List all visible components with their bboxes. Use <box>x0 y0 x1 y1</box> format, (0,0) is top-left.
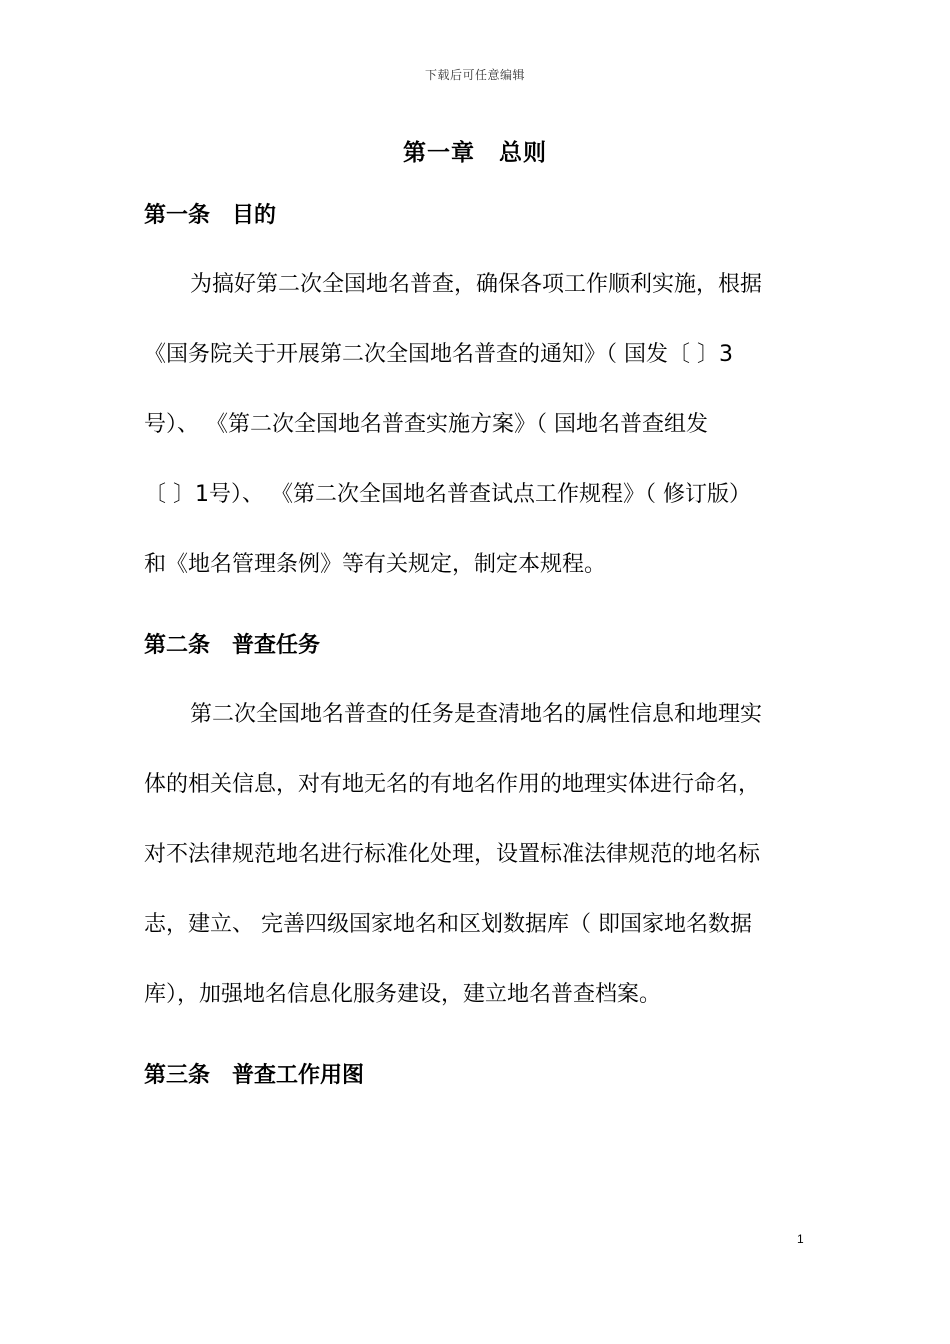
article-1-heading: 第一条 目的 <box>144 203 277 228</box>
article-2-line-5: 库），加强地名信息化服务建设，建立地名普查档案。 <box>144 982 662 1007</box>
chapter-title: 第一章 总则 <box>403 140 547 166</box>
article-1-line-5: 和《地名管理条例》等有关规定，制定本规程。 <box>144 552 607 577</box>
article-2-line-4: 志，建立、 完善四级国家地名和区划数据库（ 即国家地名数据 <box>144 912 752 937</box>
article-2-line-1: 第二次全国地名普查的任务是查清地名的属性信息和地理实 <box>190 702 763 727</box>
page-number: 1 <box>797 1232 804 1246</box>
article-1-line-4: 〔 〕1号）、 《第二次全国地名普查试点工作规程》（ 修订版） <box>144 482 751 507</box>
article-1-line-3: 号）、 《第二次全国地名普查实施方案》（ 国地名普查组发 <box>144 412 708 437</box>
article-2-line-3: 对不法律规范地名进行标准化处理，设置标准法律规范的地名标 <box>144 842 761 867</box>
article-2-line-2: 体的相关信息，对有地无名的有地名作用的地理实体进行命名， <box>144 772 761 797</box>
article-2-heading: 第二条 普查任务 <box>144 633 321 658</box>
article-3-heading: 第三条 普查工作用图 <box>144 1063 365 1088</box>
article-1-line-1: 为搞好第二次全国地名普查，确保各项工作顺利实施，根据 <box>190 272 763 297</box>
article-1-line-2: 《国务院关于开展第二次全国地名普查的通知》（ 国发〔 〕3 <box>144 342 733 367</box>
header-note: 下载后可任意编辑 <box>424 68 525 82</box>
